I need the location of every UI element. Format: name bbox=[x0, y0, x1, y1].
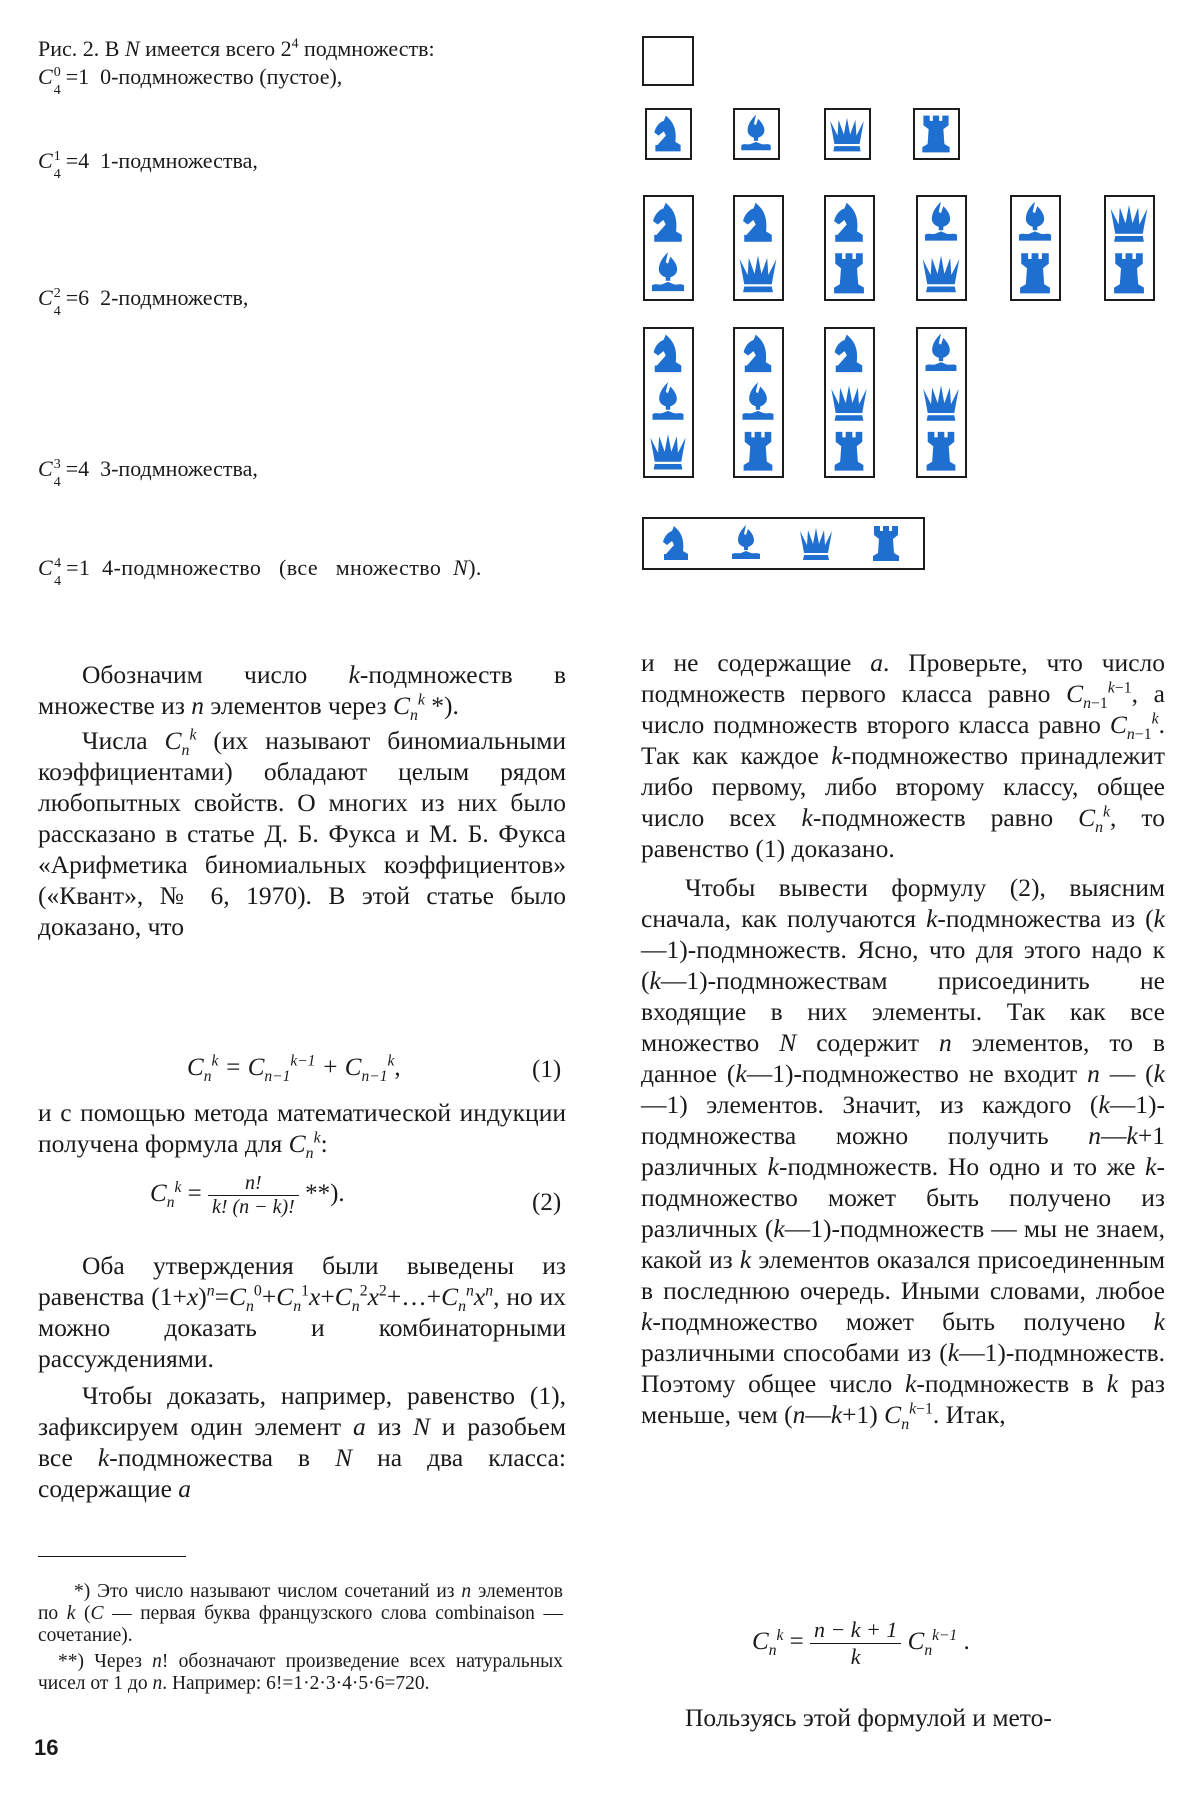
paragraph-2: Числа $C_n^k$ (их называют биномиальными коэффициентами) обладают целым рядом любопытных свойств. О многих из них было рассказано в статье Д. Б. Фукса и М. Б. Фукса «Арифметика биномиальных коэффициентов» («Квант», № 6, 1970). В этой статье было доказано, что bbox=[38, 726, 566, 941]
right-column-top bbox=[641, 647, 1166, 1434]
subset-box bbox=[824, 108, 871, 160]
bishop-icon bbox=[732, 525, 760, 559]
rook-icon bbox=[834, 253, 864, 293]
page-number: 16 bbox=[34, 1735, 59, 1760]
left-column-mid bbox=[38, 1097, 566, 1163]
subset-box bbox=[733, 327, 784, 478]
knight-icon bbox=[654, 116, 680, 152]
subset-box bbox=[913, 108, 960, 160]
bishop-icon bbox=[741, 115, 770, 151]
caption-row-1: C 1 4 =4 1-подмножества, bbox=[38, 148, 258, 182]
bishop-icon bbox=[652, 252, 684, 291]
footnote-1: *) Это число называют числом сочетаний из n элементов по k (C — первая буква французского слова combinaison — сочетание). bbox=[38, 1581, 563, 1646]
rook-icon bbox=[744, 432, 773, 471]
queen-icon bbox=[650, 434, 685, 469]
rook-icon bbox=[873, 526, 899, 561]
formula-2: $C_n^k$ = $\frac{n!}{k! (n - k)!}$ **). bbox=[150, 1172, 345, 1218]
subset-box bbox=[1010, 195, 1061, 301]
knight-icon bbox=[835, 335, 863, 373]
queen-icon bbox=[830, 118, 864, 152]
right-column-bottom bbox=[641, 1702, 1165, 1733]
formula-2-number: (2) bbox=[532, 1189, 562, 1216]
queen-icon bbox=[923, 256, 960, 293]
subset-box bbox=[916, 195, 967, 301]
paragraph-7: Чтобы вывести формулу (2), выясним сначала, как получаются k-подмножества из (k—1)-подмножеств. Ясно, что для этого надо к (k—1)-подмножествам присоединить не входящие в них элементы. Так как все множество N содержит n элементов, то в данное (k—1)-подмножество не входит n — (k—1) элементов. Значит, из каждого (k—1)-подмножества можно получить n—k+1 различных k-подмножеств. Но одно и то же k-подмножество может быть получено из различных (k—1)-подмножеств — мы не знаем, какой из k элементов оказался присоединенным в последнюю очередь. Иными словами, любое k-подмножество может быть получено k различными способами из (k—1)-подмножеств. Поэтому общее число k-подмножеств в k раз меньше, чем (n—k+1) $C_n^{k-1}$. Итак, bbox=[641, 873, 1166, 1434]
caption-row-0: C 0 4 =1 0-подмножество (пустое), bbox=[38, 64, 343, 98]
paragraph-6: и не содержащие a. Проверьте, что число подмножеств первого класса равно $C_{n-1}^{k-1}$, а число подмножеств второго класса равно $C_{n-1}^k$. Так как каждое k-подмножество принадлежит либо первому, либо второму классу, общее число всех k-подмножеств равно $C_n^k$, то равенство (1) доказано. bbox=[641, 648, 1165, 863]
subset-box bbox=[643, 195, 694, 301]
caption-row-4: C 4 4 =1 4-подмножество (все множество N). bbox=[38, 555, 482, 589]
paragraph-5: Чтобы доказать, например, равенство (1), зафиксируем один элемент a из N и разобьем все k-подмножества в N на два класса: содержащие a bbox=[38, 1381, 566, 1503]
full-set-box bbox=[642, 517, 925, 570]
subset-box bbox=[645, 108, 692, 160]
caption-row-3: C 3 4 =4 3-подмножества, bbox=[38, 456, 258, 490]
rook-icon bbox=[1020, 253, 1050, 293]
caption-row-2: C 2 4 =6 2-подмножеств, bbox=[38, 285, 249, 319]
knight-icon bbox=[743, 203, 772, 242]
rook-icon bbox=[835, 432, 864, 471]
subset-box bbox=[824, 195, 875, 301]
empty-subset-box bbox=[642, 36, 694, 86]
bishop-icon bbox=[925, 202, 957, 241]
formula-1: $C_n^k = C_{n-1}^{k-1} + C_{n-1}^k$, bbox=[187, 1052, 401, 1085]
paragraph-3: и с помощью метода математической индукции получена формула для $C_n^k$: bbox=[38, 1098, 566, 1163]
subset-box bbox=[824, 327, 875, 478]
figure-caption-intro: Рис. 2. В N имеется всего $2^4$ подмножеств: bbox=[38, 35, 435, 61]
rook-icon bbox=[922, 116, 949, 153]
knight-icon bbox=[663, 526, 688, 560]
bishop-icon bbox=[743, 382, 774, 420]
subset-box bbox=[733, 108, 780, 160]
subset-box bbox=[643, 327, 694, 478]
subset-box bbox=[1104, 195, 1155, 301]
bishop-icon bbox=[926, 333, 957, 371]
formula-1-number: (1) bbox=[532, 1056, 562, 1083]
subset-box bbox=[733, 195, 784, 301]
rook-icon bbox=[1114, 253, 1144, 293]
knight-icon bbox=[834, 203, 863, 242]
paragraph-8: Пользуясь этой формулой и мето- bbox=[685, 1703, 1052, 1732]
footnote-2: **) Через n! обозначают произведение всех натуральных чисел от 1 до n. Например: 6!=1·2·3·4·5·6=720. bbox=[38, 1651, 563, 1694]
paragraph-1: Обозначим число k-подмножеств в множестве из n элементов через $C_n^k$ *). bbox=[38, 660, 567, 725]
paragraph-4: Оба утверждения были выведены из равенства $(1+x)^n=C_n^0+C_n^1x+C_n^2x^2+\dots+C_n^nx^n$, но их можно доказать и комбинаторными рассуждениями. bbox=[38, 1251, 567, 1373]
footnote-rule bbox=[38, 1556, 186, 1557]
bishop-icon bbox=[1019, 202, 1051, 241]
knight-icon bbox=[653, 203, 682, 242]
queen-icon bbox=[831, 385, 866, 420]
knight-icon bbox=[744, 335, 772, 373]
queen-icon bbox=[923, 385, 958, 420]
queen-icon bbox=[800, 528, 832, 560]
queen-icon bbox=[740, 256, 777, 293]
bishop-icon bbox=[653, 382, 684, 420]
queen-icon bbox=[1111, 205, 1148, 242]
rook-icon bbox=[927, 432, 956, 471]
left-column-bottom bbox=[38, 1250, 566, 1504]
formula-3: $C_n^k$ = $\frac{n - k + 1}{k}$ $C_n^{k-1}$ . bbox=[752, 1617, 970, 1669]
subset-box bbox=[916, 327, 967, 478]
left-column-top bbox=[38, 659, 566, 942]
knight-icon bbox=[654, 335, 682, 373]
